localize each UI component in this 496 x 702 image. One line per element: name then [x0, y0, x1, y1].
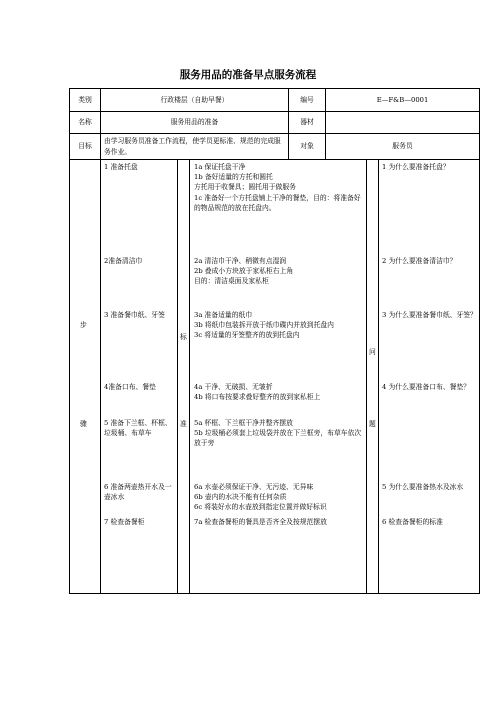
step-item: 2准备清洁巾 [104, 257, 143, 265]
standard-line: 方托用于收餐具；圆托用于做服务 [194, 183, 296, 192]
standard-line: 7a 检查备餐柜的餐具是否齐全及按规范摆放 [194, 518, 327, 526]
standard-group [194, 517, 364, 527]
question-item: 1 为什么要准备托盘？ [382, 163, 450, 171]
step-item: 5 准备下兰框、杯框、垃圾桶、布草车 [104, 419, 172, 438]
standard-line: 1c 准备好一个方托盘铺上干净的餐垫，目的：将准备好的物品规范的放在托盘内。 [194, 193, 361, 212]
category-value-cell [100, 88, 289, 112]
equipment-value-cell [325, 111, 480, 134]
standard-line: 3c 将适量的牙签整齐的放到托盘内 [194, 331, 300, 340]
standard-line: 2a 清洁巾干净、稍微有点湿润 [194, 257, 287, 265]
standard-line: 6b 壶内的水决不能有任何杂质 [194, 493, 287, 502]
standard-group [194, 162, 364, 213]
standard-group [194, 256, 364, 287]
standard-side-char-1: 标 [180, 333, 187, 341]
questions-cell [378, 159, 480, 594]
standard-line: 5a 杯框、下兰框干净并整齐摆放 [194, 419, 293, 427]
standard-group [194, 382, 364, 402]
question-item: 6 检查备餐柜的标准 [382, 518, 443, 526]
standard-line: 4b 将口布按要求叠好整齐的放到家私柜上 [194, 393, 321, 402]
standard-group [194, 310, 364, 341]
step-item: 6 准备两壶热开水及一壶冰水 [104, 483, 172, 502]
standard-line: 6a 水壶必须保证干净、无污迹、无异味 [194, 483, 314, 491]
code-label-cell [288, 88, 326, 112]
page-title: 服务用品的准备早点服务流程 [179, 69, 317, 81]
standard-line: 3a 准备适量的纸巾 [194, 311, 253, 319]
step-item: 3 准备餐巾纸、牙签 [104, 311, 165, 319]
category-value-text: 行政楼层（自助早餐） [160, 95, 229, 104]
standard-line: 3b 将纸巾包装拆开放于纸巾碟内并放到托盘内 [194, 321, 334, 330]
standard-line: 5b 垃圾桶必须套上垃圾袋并放在下兰框旁，布草车依次放于旁 [194, 429, 362, 448]
question-side-char-2: 题 [369, 420, 376, 428]
steps-side-cell [69, 159, 101, 594]
standard-group [194, 418, 364, 449]
goal-label-cell [69, 133, 101, 160]
equipment-label-text: 器材 [300, 118, 314, 127]
standard-line: 2b 叠成小方块放于家私柜右上角 [194, 267, 294, 276]
equipment-label-cell [288, 111, 326, 134]
step-item: 4准备口布、餐垫 [104, 383, 156, 391]
step-item: 7 检查备餐柜 [104, 518, 145, 526]
steps-cell [100, 159, 178, 594]
steps-side-char-2: 骤 [80, 420, 87, 428]
step-item: 1 准备托盘 [104, 163, 138, 171]
code-label-text: 编号 [300, 95, 314, 104]
question-side-char-1: 问 [369, 348, 376, 356]
target-label-cell [288, 133, 326, 160]
name-value-text: 服务用品的准备 [170, 118, 219, 127]
steps-side-char-1: 步 [80, 321, 87, 329]
category-label-text: 类别 [78, 95, 92, 104]
standards-cell [189, 159, 367, 594]
standard-line: 目的：清洁桌面及家私柜 [194, 277, 269, 286]
code-value-text: E—F&B—0001 [376, 95, 429, 104]
question-item: 2 为什么要准备清洁巾？ [382, 257, 457, 265]
name-label-cell [69, 111, 101, 134]
goal-label-text: 目标 [78, 142, 92, 151]
standard-line: 1a 保证托盘干净 [194, 163, 246, 171]
standard-side-char-2: 准 [180, 420, 187, 428]
goal-value-cell [100, 133, 289, 160]
question-item: 3 为什么要准备餐巾纸、牙签？ [382, 311, 477, 319]
code-value-cell [325, 88, 480, 112]
target-value-cell [325, 133, 480, 160]
question-item: 4 为什么要准备口布、餐垫？ [382, 383, 471, 391]
standard-line: 6c 将装好水的水壶放到指定位置并做好标识 [194, 503, 327, 512]
goal-value-text: 由学习服务员准备工作流程，使学员更标准、规范的完成服务作业。 [104, 137, 281, 156]
standard-group [194, 482, 364, 513]
standard-line: 1b 备好适量的方托和圆托 [194, 173, 273, 182]
question-item: 5 为什么要准备热水及冰水 [382, 483, 464, 491]
category-label-cell [69, 88, 101, 112]
target-value-text: 服务员 [392, 142, 413, 151]
name-value-cell [100, 111, 289, 134]
standard-line: 4a 干净、无破损、无皱折 [194, 383, 273, 391]
name-label-text: 名称 [78, 118, 92, 127]
target-label-text: 对象 [300, 142, 314, 151]
form-grid [69, 88, 480, 594]
